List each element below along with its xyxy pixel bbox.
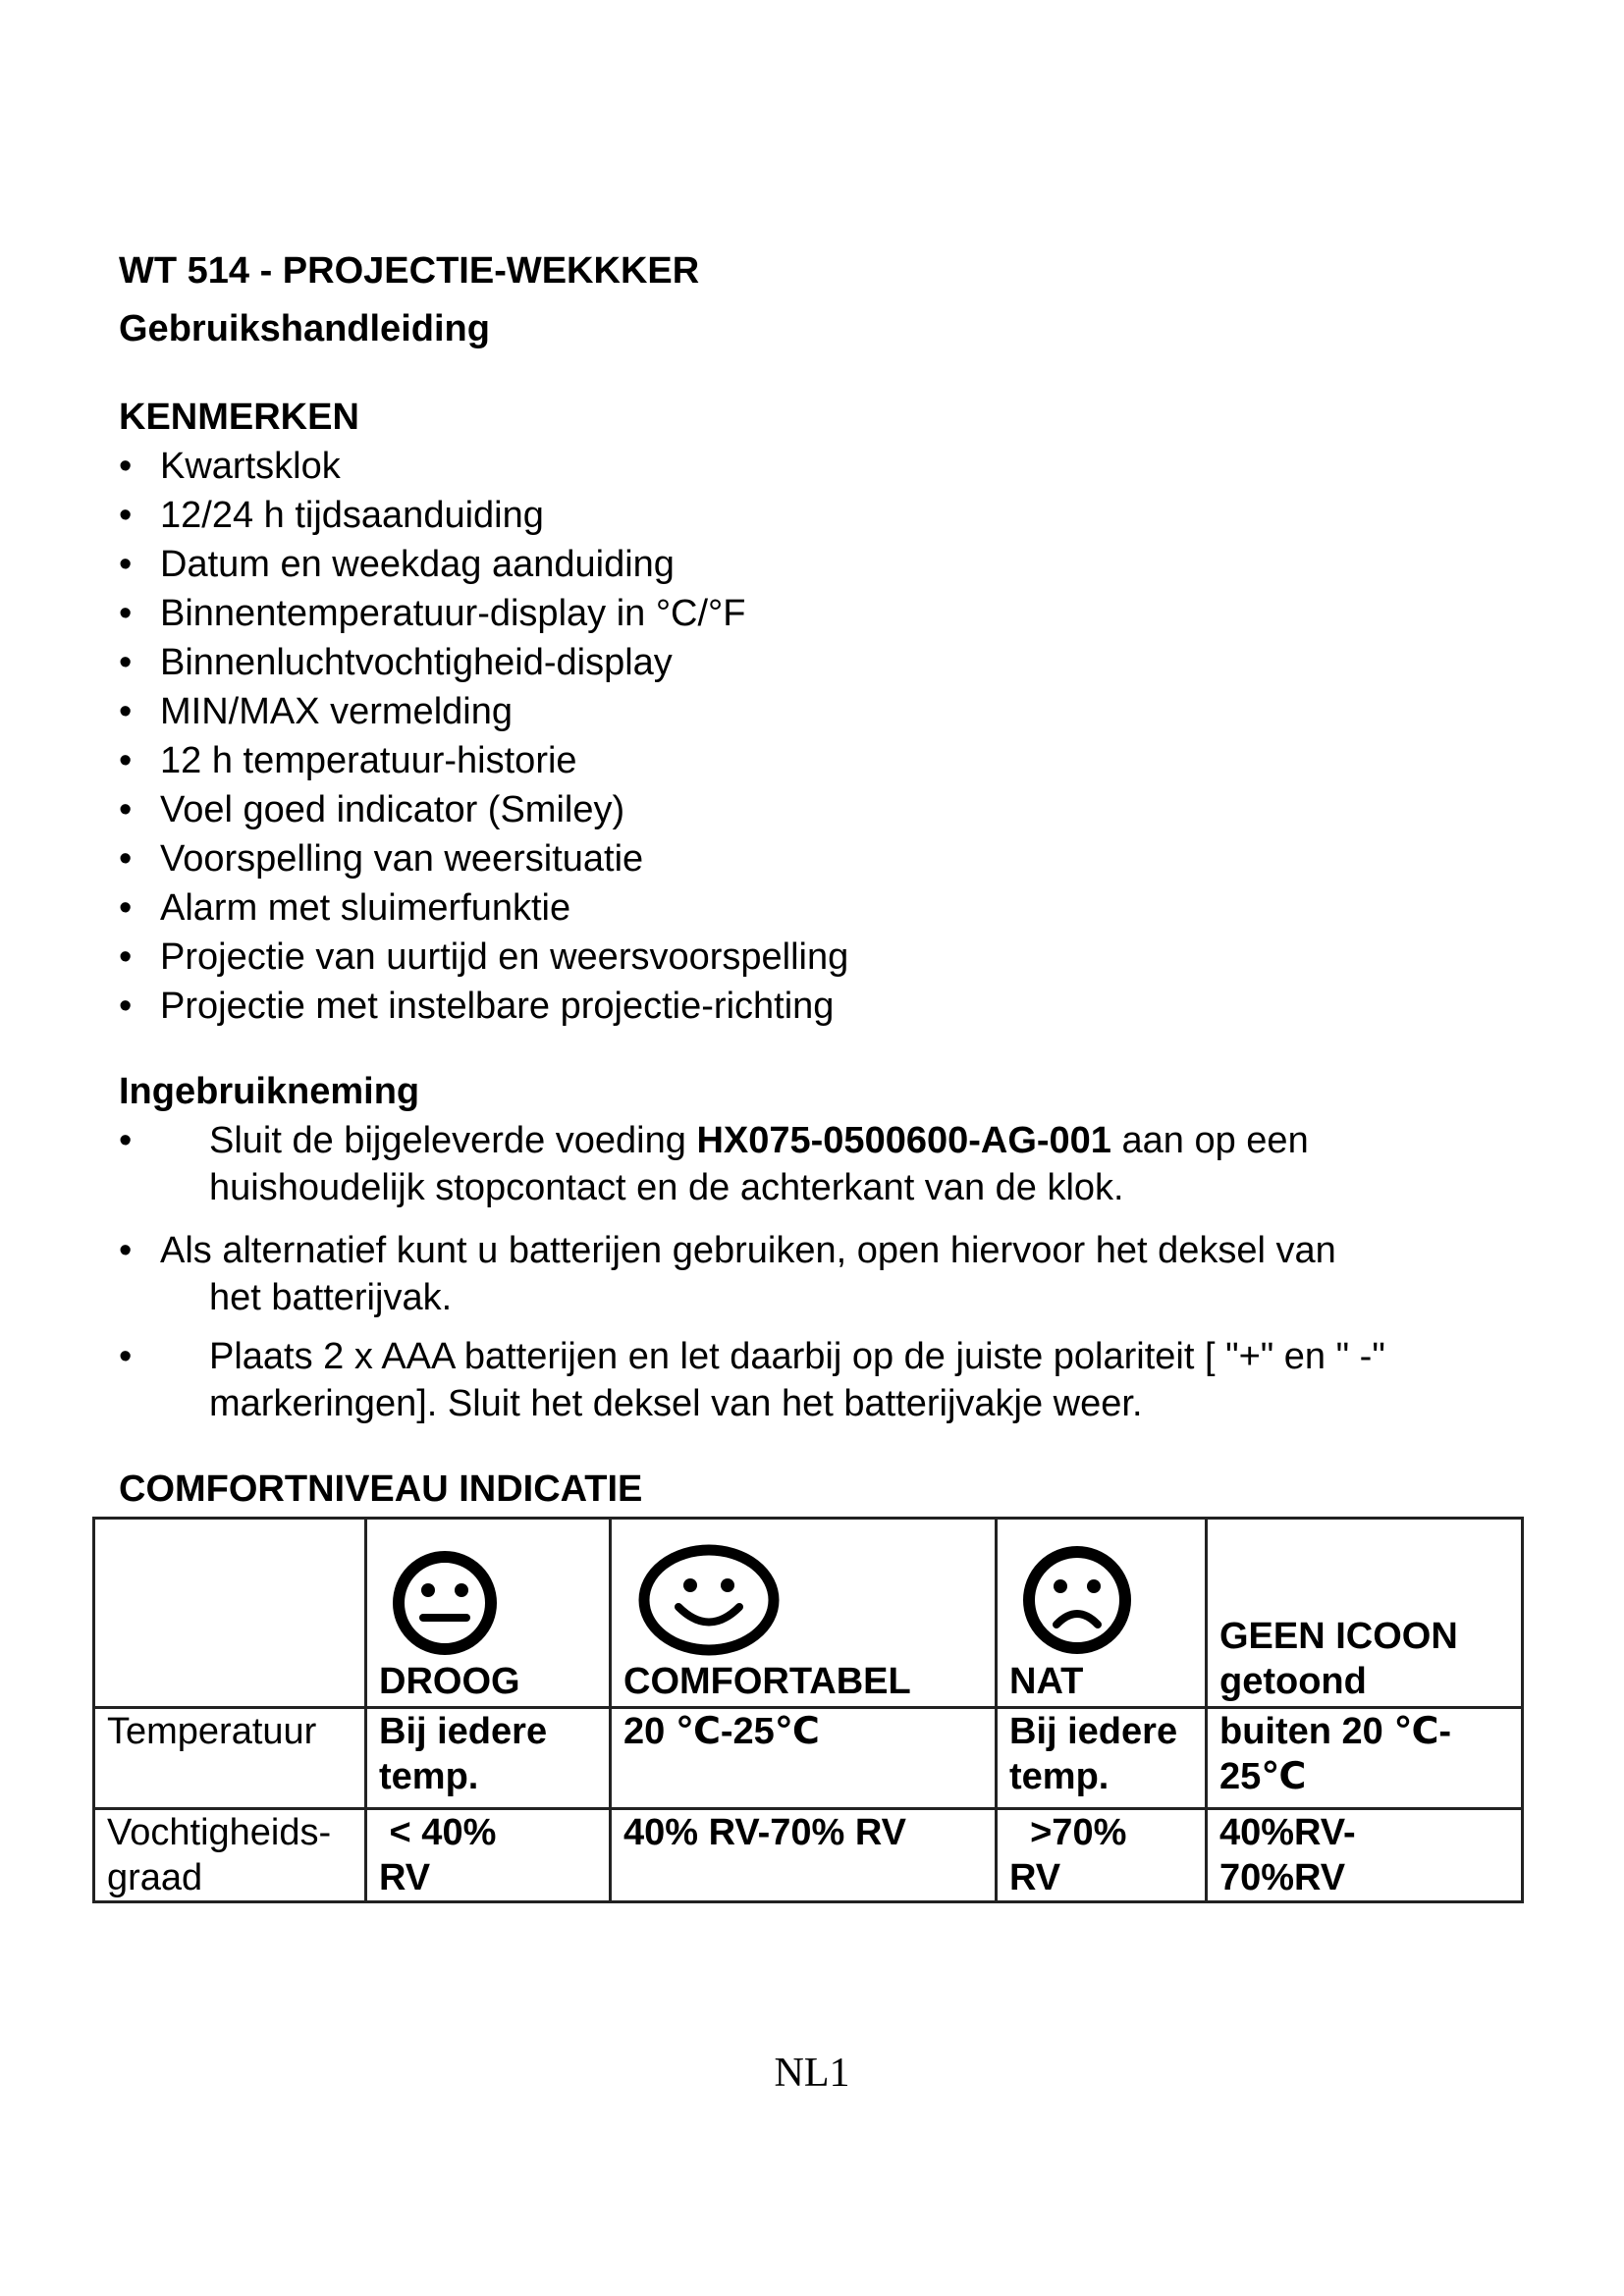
table-cell xyxy=(1207,1809,1523,1902)
comfort-heading: COMFORTNIVEAU INDICATIE xyxy=(119,1468,643,1510)
setup-text: Als alternatief kunt u batterijen gebruiken, open hiervoor het deksel van xyxy=(160,1230,1336,1271)
table-cell xyxy=(1207,1708,1523,1809)
cell-text: buiten 20 ℃- xyxy=(1219,1711,1452,1752)
setup-heading: Ingebruikneming xyxy=(119,1071,420,1112)
setup-list xyxy=(119,1117,1493,1427)
list-item xyxy=(119,1117,1493,1227)
table-cell xyxy=(94,1519,366,1708)
no-icon-label: GEEN ICOON xyxy=(1219,1616,1458,1657)
document-subtitle: Gebruikshandleiding xyxy=(119,308,490,349)
nat-label: NAT xyxy=(1009,1661,1084,1702)
list-item: • Datum en weekdag aanduiding xyxy=(119,540,848,589)
features-heading: KENMERKEN xyxy=(119,397,359,438)
list-item: • Projectie van uurtijd en weersvoorspelling xyxy=(119,933,848,982)
setup-text: aan op een huishoudelijk stopcontact en de achterkant van de klok. xyxy=(209,1120,1309,1208)
list-item: • Binnenluchtvochtigheid-display xyxy=(119,638,848,687)
comfort-table xyxy=(92,1517,1524,1903)
list-item: • Kwartsklok xyxy=(119,442,848,491)
sad-face-icon xyxy=(1021,1544,1134,1657)
list-item xyxy=(119,1227,1493,1333)
cell-text: 40% RV-70% RV xyxy=(623,1812,906,1853)
table-cell xyxy=(1207,1519,1523,1708)
table-row xyxy=(94,1708,1523,1809)
power-adapter-model: HX075-0500600-AG-001 xyxy=(696,1120,1111,1161)
list-item: • MIN/MAX vermelding xyxy=(119,687,848,736)
list-item: • Binnentemperatuur-display in °C/°F xyxy=(119,589,848,638)
table-cell xyxy=(611,1519,997,1708)
cell-text: temp. xyxy=(1009,1756,1110,1797)
cell-text: Bij iedere xyxy=(379,1711,548,1752)
list-item: • Projectie met instelbare projectie-richting xyxy=(119,982,848,1031)
cell-text: 25℃ xyxy=(1219,1756,1307,1797)
comfortabel-label: COMFORTABEL xyxy=(623,1661,911,1702)
list-item: • Alarm met sluimerfunktie xyxy=(119,883,848,933)
cell-text: 20 ℃-25℃ xyxy=(623,1711,820,1752)
table-cell xyxy=(94,1708,366,1809)
table-cell xyxy=(611,1708,997,1809)
table-cell xyxy=(997,1708,1207,1809)
table-cell xyxy=(611,1809,997,1902)
list-item: • 12 h temperatuur-historie xyxy=(119,736,848,785)
list-item: • 12/24 h tijdsaanduiding xyxy=(119,491,848,540)
row-label: Vochtigheids- xyxy=(107,1812,332,1853)
table-cell xyxy=(366,1519,611,1708)
table-cell xyxy=(94,1809,366,1902)
cell-text: 40%RV- xyxy=(1219,1812,1356,1853)
bullet: • xyxy=(119,1230,133,1271)
cell-text: RV xyxy=(1009,1857,1061,1898)
table-cell xyxy=(366,1809,611,1902)
table-cell xyxy=(366,1708,611,1809)
cell-text: < 40% xyxy=(379,1812,497,1853)
page-number: NL1 xyxy=(774,2051,850,2096)
features-list xyxy=(119,442,848,1031)
no-icon-label: getoond xyxy=(1219,1661,1367,1702)
row-label: Temperatuur xyxy=(107,1711,317,1752)
cell-text: >70% xyxy=(1009,1812,1127,1853)
smiley-face-icon xyxy=(635,1544,783,1657)
table-row xyxy=(94,1809,1523,1902)
setup-text: het batterijvak. xyxy=(209,1277,453,1318)
table-cell xyxy=(997,1809,1207,1902)
droog-label: DROOG xyxy=(379,1661,520,1702)
bullet: • xyxy=(119,1336,133,1377)
cell-text: 70%RV xyxy=(1219,1857,1346,1898)
neutral-face-icon xyxy=(391,1549,499,1657)
cell-text: RV xyxy=(379,1857,431,1898)
document-title: WT 514 - PROJECTIE-WEKKKER xyxy=(119,250,700,292)
table-row xyxy=(94,1519,1523,1708)
list-item xyxy=(119,1333,1493,1427)
table-cell xyxy=(997,1519,1207,1708)
list-item: • Voorspelling van weersituatie xyxy=(119,834,848,883)
row-label: graad xyxy=(107,1857,203,1898)
setup-text: Sluit de bijgeleverde voeding xyxy=(209,1120,697,1161)
cell-text: Bij iedere xyxy=(1009,1711,1178,1752)
cell-text: temp. xyxy=(379,1756,479,1797)
setup-text: Plaats 2 x AAA batterijen en let daarbij op de juiste polariteit [ "+" en " -" markeringen]. Sluit het deksel van het batterijvakje weer. xyxy=(209,1336,1385,1424)
list-item: • Voel goed indicator (Smiley) xyxy=(119,785,848,834)
bullet: • xyxy=(119,1120,133,1161)
